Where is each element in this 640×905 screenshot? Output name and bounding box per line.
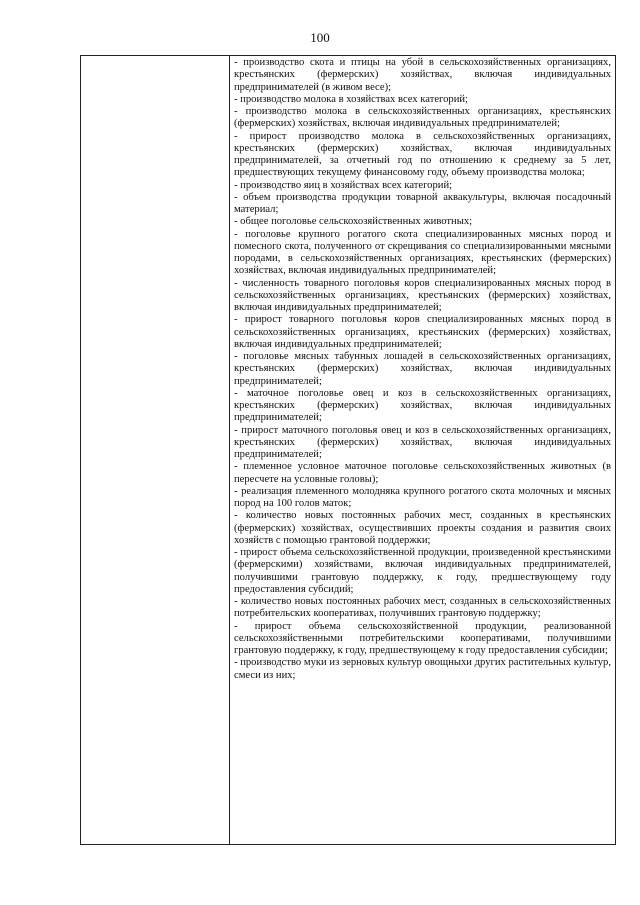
indicator-item: - маточное поголовье овец и коз в сельскохозяйственных организациях, крестьянских (фермерских) хозяйствах, включая индивидуальных предпринимателей; bbox=[234, 387, 611, 424]
indicator-item: - поголовье мясных табунных лошадей в сельскохозяйственных организациях, крестьянских (фермерских) хозяйствах, включая индивидуальных предпринимателей; bbox=[234, 351, 611, 387]
indicator-item: - общее поголовье сельскохозяйственных животных; bbox=[234, 216, 473, 228]
indicator-item: - количество новых постоянных рабочих мест, созданных в крестьянских (фермерских) хозяйствах, осуществивших проекты создания и развития своих хозяйств с помощью грантовой поддержки; bbox=[234, 510, 611, 546]
indicator-item: - племенное условное маточное поголовье сельскохозяйственных животных (в пересчете на условные головы); bbox=[234, 461, 611, 485]
indicator-item: - производство скота и птицы на убой в сельскохозяйственных организациях, крестьянских (фермерских) хозяйствах, включая индивидуальных предпринимателей (в живом весе); bbox=[234, 57, 611, 93]
indicator-item: - реализация племенного молодняка крупного рогатого скота молочных и мясных пород на 100 голов маток; bbox=[234, 485, 611, 509]
indicator-item: - производство муки из зерновых культур овощныхи других растительных культур, смеси из них; bbox=[234, 657, 611, 681]
indicator-item: - прирост маточного поголовья овец и коз в сельскохозяйственных организациях, крестьянских (фермерских) хозяйствах, включая индивидуальных предпринимателей; bbox=[234, 424, 611, 460]
indicator-item: - количество новых постоянных рабочих мест, созданных в сельскохозяйственных потребительских кооперативах, получивших грантовую поддержку; bbox=[234, 596, 611, 620]
indicator-item: - объем производства продукции товарной аквакультуры, включая посадочный материал; bbox=[234, 191, 611, 215]
indicator-item: - производство яиц в хозяйствах всех категорий; bbox=[234, 179, 453, 191]
indicator-item: - поголовье крупного рогатого скота специализированных мясных пород и помесного скота, полученного от скрещивания со специализированными мясными породами, в сельскохозяйственных организациях, крестьянских (фермерских) хозяйствах, включая индивидуальных предпринимателей; bbox=[234, 228, 611, 277]
indicator-item: - прирост производство молока в сельскохозяйственных организациях, крестьянских (фермерских) хозяйствах, включая индивидуальных предпринимателей, за отчетный год по отношению к среднему за 5 лет, предшествующих текущему финансовому году, объему производства молока; bbox=[234, 130, 611, 179]
table-right-cell bbox=[230, 56, 615, 844]
page-number: 100 bbox=[310, 30, 330, 45]
indicator-item: - прирост объема сельскохозяйственной продукции, произведенной крестьянскими (фермерскими) хозяйствами, включая индивидуальных предпринимателей, получившими грантовую поддержку, к году, предшествующему году предоставления субсидий; bbox=[234, 547, 611, 595]
indicator-item: - прирост объема сельскохозяйственной продукции, реализованной сельскохозяйственными потребительскими кооперативами, получившими грантовую поддержку, к году, предшествующему к году предоставления субсидии; bbox=[234, 620, 611, 656]
indicators-table bbox=[80, 55, 616, 845]
indicator-item: - производство молока в хозяйствах всех категорий; bbox=[234, 93, 468, 105]
table-left-cell bbox=[81, 56, 230, 844]
indicator-item: - прирост товарного поголовья коров специализированных мясных пород в сельскохозяйственных организациях, крестьянских (фермерских) хозяйствах, включая индивидуальных предпринимателей; bbox=[234, 314, 611, 350]
indicator-item: - численность товарного поголовья коров специализированных мясных пород в сельскохозяйственных организациях, крестьянских (фермерских) хозяйствах, включая индивидуальных предпринимателей; bbox=[234, 277, 611, 313]
indicator-item: - производство молока в сельскохозяйственных организациях, крестьянских (фермерских) хозяйствах, включая индивидуальных предпринимателей; bbox=[234, 106, 611, 130]
